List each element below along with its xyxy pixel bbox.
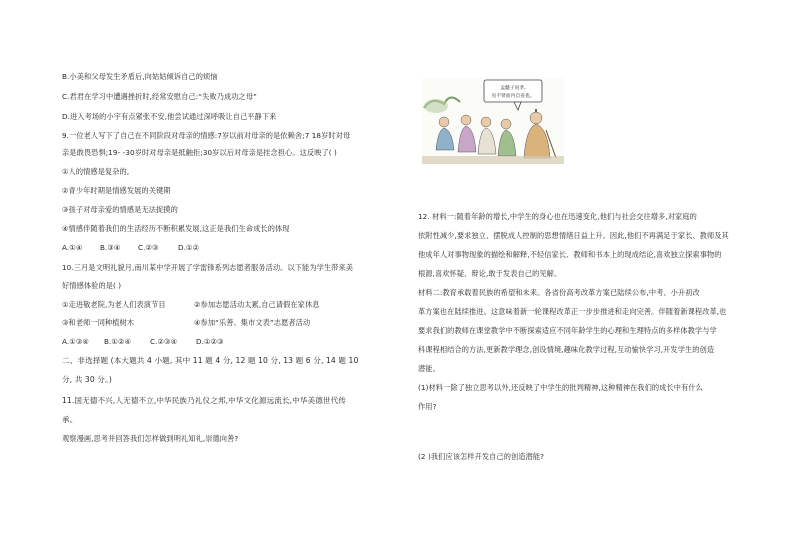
q12-subquestion-1-line-2: 作用?	[418, 402, 437, 411]
q9-option-a: A.①④	[62, 243, 83, 252]
q12-material1-line-2: 依附性减少,要求独立、摆脱成人控制的思想情绪日益上升。因此,他们不再满足于家长、教师及其	[418, 231, 729, 240]
question-9-statement-4: ④情感伴随着我们的生活经历不断积累发展,这正是我们生命成长的体现	[62, 224, 290, 233]
option-c: C.君君在学习中遭遇挫折时,经常安慰自己:“失败乃成功之母”	[62, 92, 257, 101]
q12-material2-line-2: 革方案也在陆续推进。这意味着新一轮课程改革正一步步推进和走向完善。伴随着新课程改革,也	[418, 307, 727, 316]
q10-statement-3: ③和老师一同种植树木	[62, 318, 135, 327]
q10-option-b: B.①②④	[104, 337, 132, 346]
q12-subquestion-2: (2 )我们应该怎样开发自己的创造潜能?	[418, 452, 545, 461]
question-10-statements-1	[62, 300, 320, 310]
question-9-statement-3: ③孩子对母亲爱的情感是无法捉摸的	[62, 205, 178, 214]
q9-option-b: B.③④	[100, 243, 121, 252]
speech-line-1: 孟懿子问孝,	[500, 86, 526, 91]
q10-option-a: A.①③④	[62, 337, 89, 346]
q9-option-d: D.①②	[178, 243, 200, 252]
question-11-line-2: 承。	[62, 415, 78, 424]
q12-material1-line-1: 12. 材料一:随着年龄的增长,中学生的身心也在迅速变化,他们与社会交往增多,对家庭的	[418, 212, 697, 221]
question-10-line-1: 10.三月是文明礼貌月,南川某中学开展了学雷锋系列志愿者服务活动。以下能为学生带来美	[62, 263, 354, 272]
q10-statement-4: ④参加“乐善、集市文表”志愿者活动	[194, 318, 311, 327]
question-11-line-1: 11.国无德不兴,人无德不立,中华民族乃礼仪之邦,中华文化源远流长,中华美德世代传	[62, 396, 347, 405]
section-2-heading-line-2: 分, 共 30 分。)	[62, 375, 112, 384]
q12-material2-line-5: 潜能。	[418, 364, 440, 373]
question-11-prompt: 观察漫画,思考并回答我们怎样做到明礼知礼,崇德向善?	[62, 434, 239, 443]
confucius-cartoon-image	[422, 78, 564, 164]
option-b: B.小美和父母发生矛盾后,向姑姑倾诉自己的烦恼	[62, 72, 218, 81]
question-10-statements-2	[62, 318, 310, 328]
q12-material2-line-4: 科课程相结合的方法,更新教学理念,创设情境,趣味化教学过程,互动愉快学习,开发学生的创造	[418, 345, 715, 354]
question-9-statement-2: ②青少年时期是情感发展的关键期	[62, 186, 171, 195]
question-9-statement-1: ①人的情感是复杂的,	[62, 167, 130, 176]
question-10-line-2: 好情感体验的是( )	[62, 281, 122, 290]
question-9-line-1: 9.一位老人写下了自己在不同阶段对母亲的情感:7岁以前对母亲的是依赖舍;7 18岁时对母	[62, 131, 351, 140]
question-9-options	[62, 243, 199, 253]
q12-subquestion-1-line-1: (1)材料一除了独立思考以外,还反映了中学生的批判精神,这种精神在我们的成长中有什么	[418, 383, 703, 392]
q12-material1-line-4: 根源,喜欢怀疑、辩论,敢于发表自己的见解。	[418, 269, 562, 278]
q9-option-c: C.②③	[138, 243, 159, 252]
option-d: D.进入考场的小宇有点紧张不安,他尝试通过深呼吸让自己平静下来	[62, 112, 277, 121]
q12-material1-line-3: 他成年人对事物现象的描绘和解释,不轻信家长、教师和书本上的现成结论,喜欢独立探索事物的	[418, 250, 722, 259]
q12-material2-line-3: 要求我们的教师在课堂教学中不断探索适应不同年龄学生的心理和生理特点的多样体教学与学	[418, 326, 717, 335]
section-2-heading-line-1: 二、非选择题 (本大题共 4 小题, 其中 11 题 4 分, 12 题 10 分, 13 题 6 分, 14 题 10	[62, 356, 359, 365]
question-9-line-2: 亲是敢畏恐惧;19- -30岁时对母亲是抵触拒;30岁以后对母亲是挂念担心。这反映了( )	[62, 148, 337, 157]
question-10-options	[62, 337, 224, 347]
q10-option-d: D.①②③	[196, 337, 224, 346]
q12-material2-line-1: 材料二:教育承载着民族的希望和未来。各省份高考改革方案已陆续公布,中考、小升初改	[418, 288, 700, 297]
q10-statement-2: ②参加志愿活动太累,自己请假在家休息	[194, 300, 320, 309]
speech-line-2: 见不贤而内自省也。	[491, 94, 535, 99]
q10-option-c: C.②③④	[150, 337, 178, 346]
q10-statement-1: ①走进敬老院,为老人们表演节目	[62, 300, 166, 309]
